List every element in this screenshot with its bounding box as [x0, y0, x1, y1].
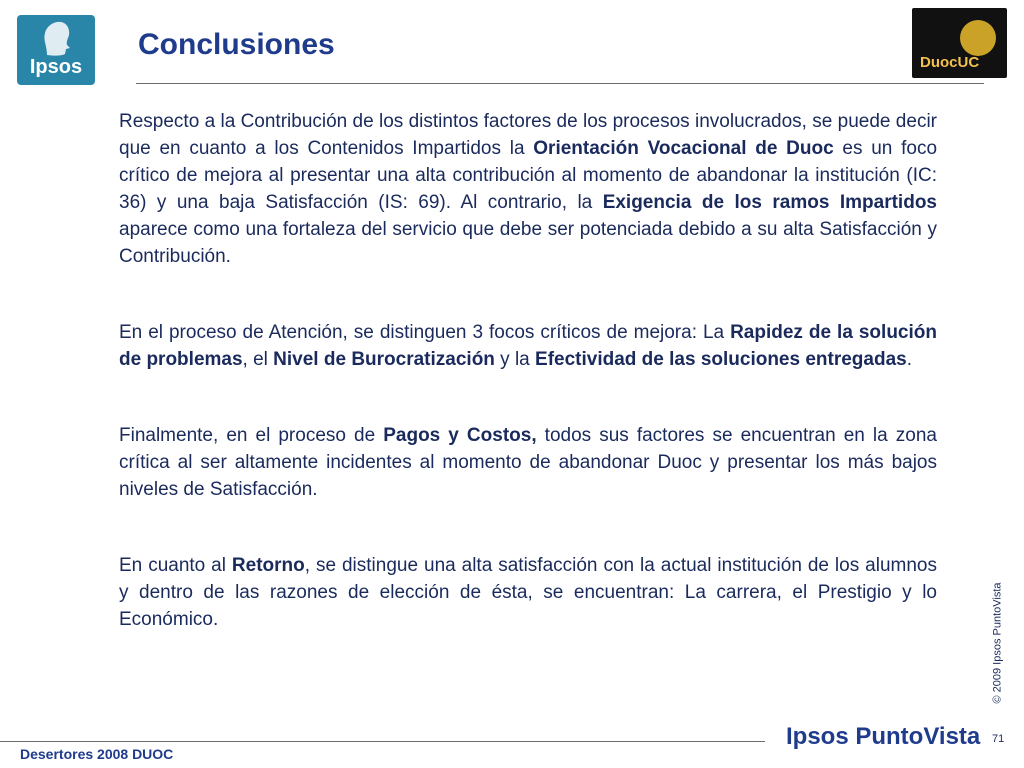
conclusion-paragraph	[119, 319, 937, 373]
footer-divider	[0, 741, 765, 742]
conclusion-paragraph	[119, 422, 937, 503]
duoc-logo	[912, 8, 1007, 78]
emphasis-text: Efectividad de las soluciones entregadas	[535, 349, 907, 370]
title-divider	[136, 83, 984, 84]
paragraph-text: es un foco crítico de mejora al presentar una alta contribución al momento de abandonar la institución (IC: 36) y una baja Satisfacción (IS: 69). Al contrario, la	[119, 138, 938, 213]
emphasis-text: Pagos y Costos,	[383, 425, 537, 446]
paragraph-text: y la	[494, 349, 536, 370]
emphasis-text: Retorno	[231, 555, 305, 576]
emphasis-text: Orientación Vocacional de Duoc	[533, 138, 834, 159]
ipsos-logo-text: Ipsos	[29, 56, 83, 78]
paragraph-text: En el proceso de Atención, se distinguen 3 focos críticos de mejora: La	[119, 322, 731, 343]
paragraph-text: , se distingue una alta satisfacción con la actual institución de los alumnos y dentro de las razones de elección de ésta, se encuentran: La carrera, el Prestigio y lo Económico.	[119, 555, 937, 630]
page-number: 71	[992, 733, 1005, 745]
paragraph-text: , el	[242, 349, 274, 370]
paragraph-text: aparece como una fortaleza del servicio que debe ser potenciada debido a su alta Satisfacción y Contribución.	[119, 219, 937, 267]
footer-brand-logo: Ipsos PuntoVista	[786, 723, 981, 750]
duoc-seal-icon	[960, 20, 996, 56]
paragraph-text: En cuanto al	[119, 555, 232, 576]
copyright-vertical	[988, 578, 1008, 708]
emphasis-text: Nivel de Burocratización	[273, 349, 495, 370]
conclusion-paragraph	[119, 108, 937, 270]
duoc-logo-text: DuocUC	[920, 54, 980, 71]
ipsos-logo	[17, 15, 95, 85]
emphasis-text: Exigencia de los ramos Impartidos	[602, 192, 937, 213]
paragraph-text: Respecto a la Contribución de los distintos factores de los procesos involucrados, se puede decir que en cuanto a los Contenidos Impartidos la	[119, 111, 937, 159]
copyright-text: © 2009 Ipsos PuntoVista	[992, 582, 1005, 704]
conclusions-body	[119, 108, 937, 633]
paragraph-text: .	[906, 349, 912, 370]
emphasis-text: Rapidez de la solución de problemas	[119, 322, 937, 370]
page-title: Conclusiones	[138, 28, 335, 61]
footer-study-title: Desertores 2008 DUOC	[20, 746, 174, 762]
conclusion-paragraph	[119, 552, 937, 633]
head-silhouette-icon	[41, 19, 71, 57]
paragraph-text: todos sus factores se encuentran en la zona crítica al ser altamente incidentes al momento de abandonar Duoc y presentar los más bajos niveles de Satisfacción.	[119, 425, 937, 500]
paragraph-text: Finalmente, en el proceso de	[119, 425, 384, 446]
